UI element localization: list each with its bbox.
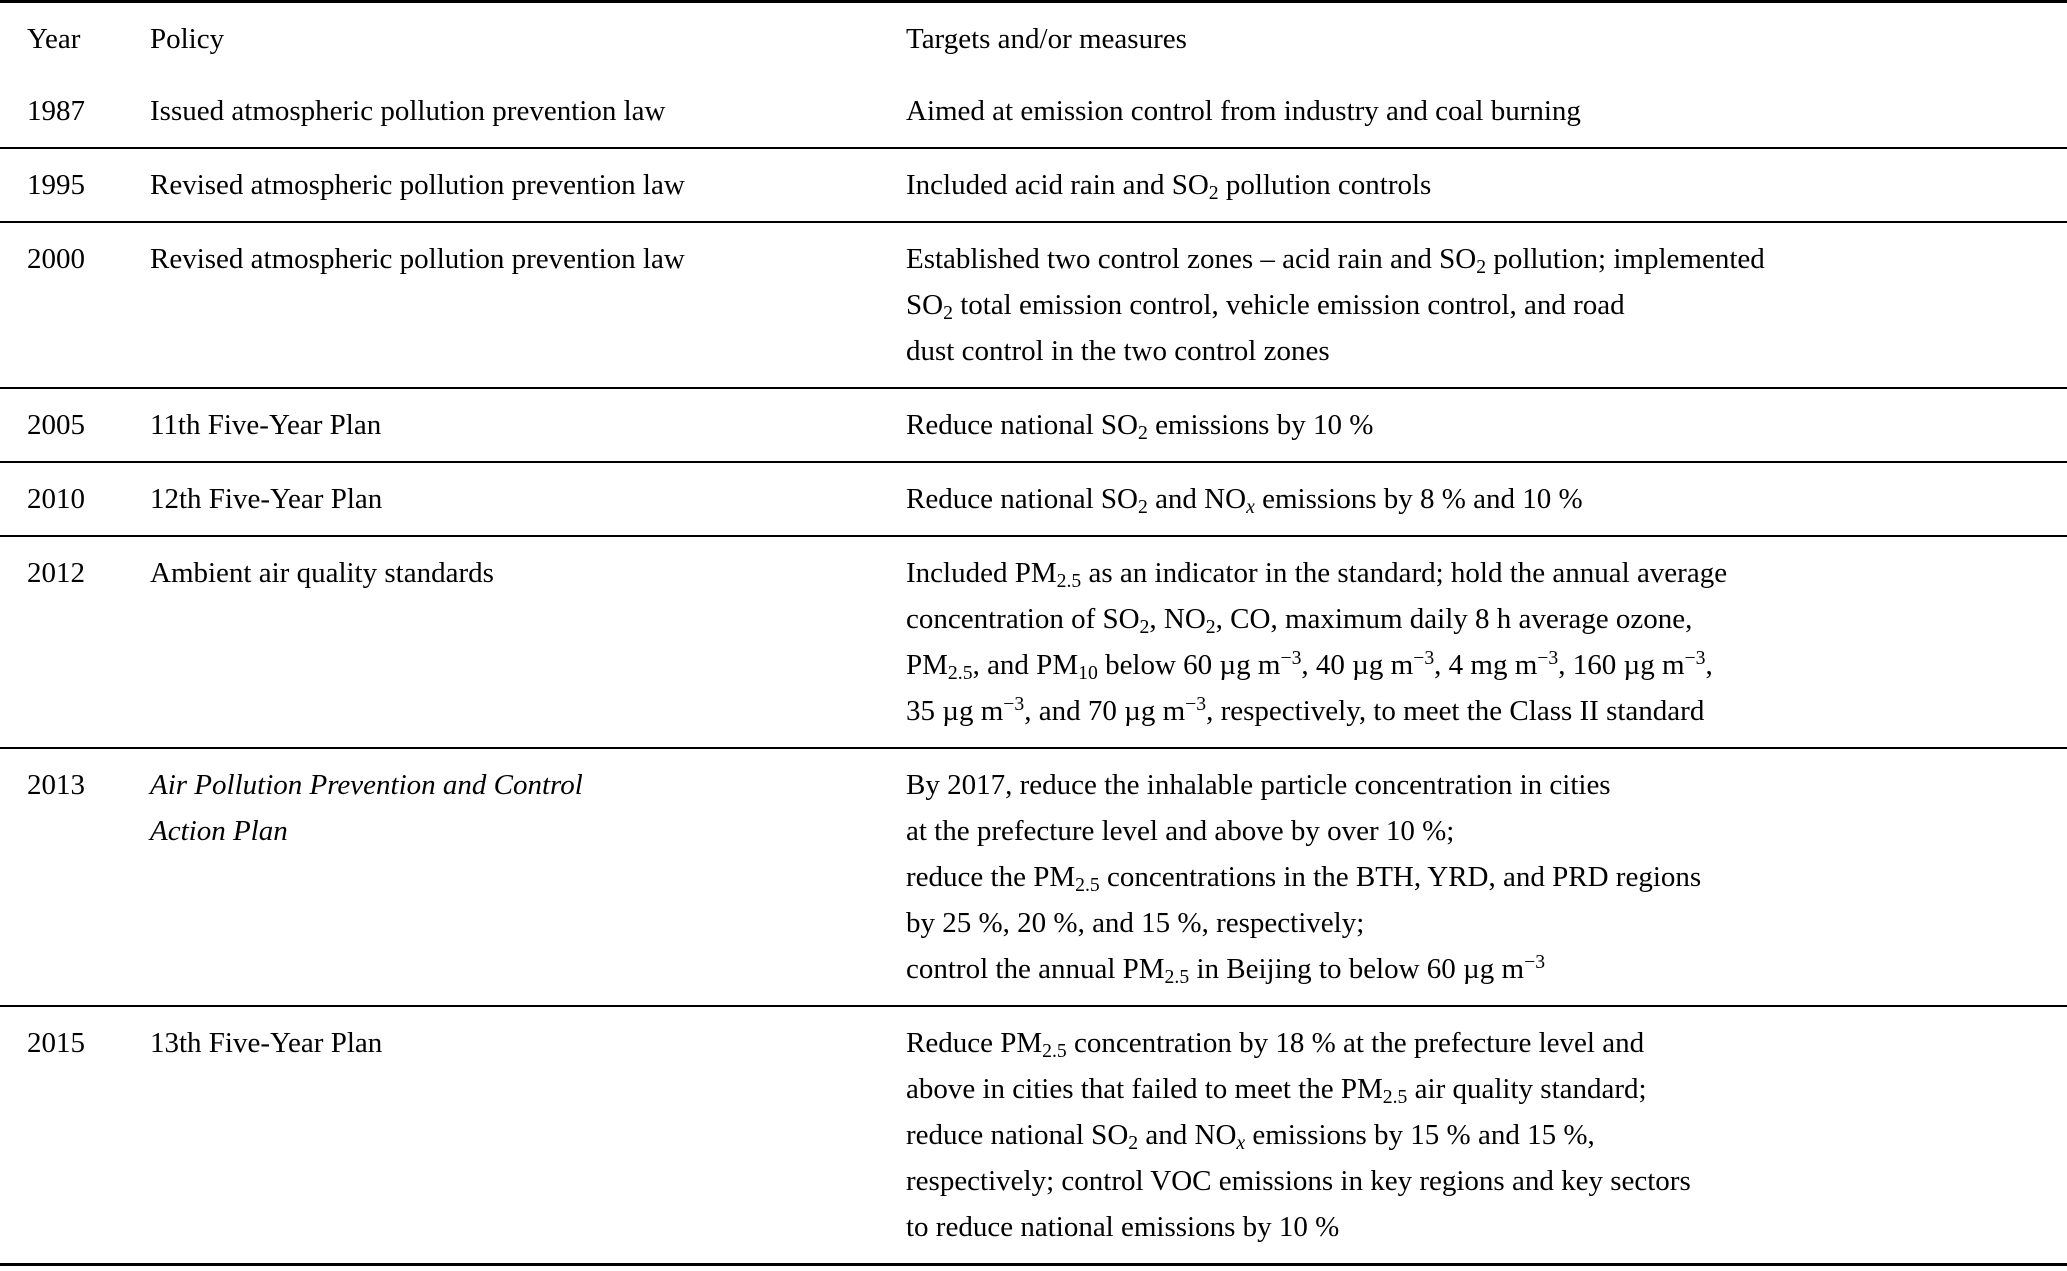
policy-cell	[150, 388, 906, 462]
year-value: 2000	[27, 243, 85, 275]
policy-text: 12th Five-Year Plan	[150, 483, 383, 515]
policy-cell	[150, 222, 906, 388]
year-value: 2010	[27, 483, 85, 515]
policy-cell	[150, 462, 906, 536]
policy-text: 11th Five-Year Plan	[150, 409, 382, 441]
table-row-2012	[0, 536, 2067, 748]
table-row-2000	[0, 222, 2067, 388]
measure-line: at the prefecture level and above by over 10 %;	[906, 815, 1455, 847]
year-value: 1987	[27, 95, 85, 127]
policy-cell	[150, 536, 906, 748]
measure-line: Included $PM_{2.5}$ as an indicator in the standard; hold the annual average	[906, 557, 1728, 593]
measure-line: reduce the $PM_{2.5}$ concentrations in the BTH, YRD, and PRD regions	[906, 861, 1702, 897]
measure-line: Reduce national $SO_2$ and $NO_x$ emissions by 8 % and 10 %	[906, 483, 1583, 519]
measure-line: respectively; control VOC emissions in key regions and key sectors	[906, 1165, 1691, 1197]
policy-cell	[150, 748, 906, 1006]
table-row-2005	[0, 388, 2067, 462]
policy-text: Revised atmospheric pollution prevention law	[150, 243, 685, 275]
year-cell	[0, 388, 150, 462]
measures-cell	[906, 75, 2067, 148]
policy-cell	[150, 148, 906, 222]
year-cell	[0, 462, 150, 536]
measure-line: by 25 %, 20 %, and 15 %, respectively;	[906, 907, 1365, 939]
measure-line: 35 µg $m^{-3}$, and 70 µg $m^{-3}$, respectively, to meet the Class II standard	[906, 693, 1705, 727]
policy-text: Revised atmospheric pollution prevention law	[150, 169, 685, 201]
policy-cell	[150, 1006, 906, 1265]
table-row-2015	[0, 1006, 2067, 1265]
policy-text: Ambient air quality standards	[150, 557, 494, 589]
table-row-2010	[0, 462, 2067, 536]
measure-line: concentration of $SO_2$, $NO_2$, CO, maximum daily 8 h average ozone,	[906, 603, 1693, 639]
measures-cell	[906, 1006, 2067, 1265]
measure-line: $PM_{2.5}$, and $PM_{10}$ below 60 µg $m^{-3}$, 40 µg $m^{-3}$, 4 mg $m^{-3}$, 160 µg $m^{-3}$,	[906, 647, 1713, 685]
year-value: 2015	[27, 1027, 85, 1059]
year-cell	[0, 75, 150, 148]
column-header-measures: Targets and/or measures	[906, 23, 1187, 55]
table-row-1995	[0, 148, 2067, 222]
table-header-row	[0, 2, 2067, 76]
table-row-2013	[0, 748, 2067, 1006]
year-value: 2005	[27, 409, 85, 441]
measure-line: to reduce national emissions by 10 %	[906, 1211, 1340, 1243]
measures-cell	[906, 536, 2067, 748]
year-cell	[0, 148, 150, 222]
measure-line: reduce national $SO_2$ and $NO_x$ emissions by 15 % and 15 %,	[906, 1119, 1595, 1155]
year-cell	[0, 748, 150, 1006]
policy-text: Action Plan	[150, 815, 288, 847]
year-value: 2012	[27, 557, 85, 589]
year-value: 1995	[27, 169, 85, 201]
measure-line: above in cities that failed to meet the $PM_{2.5}$ air quality standard;	[906, 1073, 1647, 1109]
policy-text: Issued atmospheric pollution prevention law	[150, 95, 666, 127]
year-cell	[0, 1006, 150, 1265]
column-header-year: Year	[27, 23, 81, 55]
measures-cell	[906, 388, 2067, 462]
policy-text: 13th Five-Year Plan	[150, 1027, 383, 1059]
policy-cell	[150, 75, 906, 148]
column-header-policy: Policy	[150, 23, 225, 55]
measures-cell	[906, 462, 2067, 536]
measure-line: Established two control zones – acid rain and $SO_2$ pollution; implemented	[906, 243, 1765, 279]
measure-line: Included acid rain and $SO_2$ pollution controls	[906, 169, 1432, 205]
measure-line: dust control in the two control zones	[906, 335, 1330, 367]
measure-line: control the annual $PM_{2.5}$ in Beijing to below 60 µg $m^{-3}$	[906, 951, 1546, 989]
year-cell	[0, 536, 150, 748]
measures-cell	[906, 748, 2067, 1006]
measure-line: $SO_2$ total emission control, vehicle emission control, and road	[906, 289, 1625, 325]
measures-cell	[906, 222, 2067, 388]
measure-line: Aimed at emission control from industry and coal burning	[906, 95, 1581, 127]
measure-line: Reduce $PM_{2.5}$ concentration by 18 % at the prefecture level and	[906, 1027, 1645, 1063]
year-cell	[0, 222, 150, 388]
year-value: 2013	[27, 769, 85, 801]
measure-line: Reduce national $SO_2$ emissions by 10 %	[906, 409, 1374, 445]
measure-line: By 2017, reduce the inhalable particle concentration in cities	[906, 769, 1611, 801]
table-row-1987	[0, 75, 2067, 148]
measures-cell	[906, 148, 2067, 222]
policy-text: Air Pollution Prevention and Control	[150, 769, 583, 801]
